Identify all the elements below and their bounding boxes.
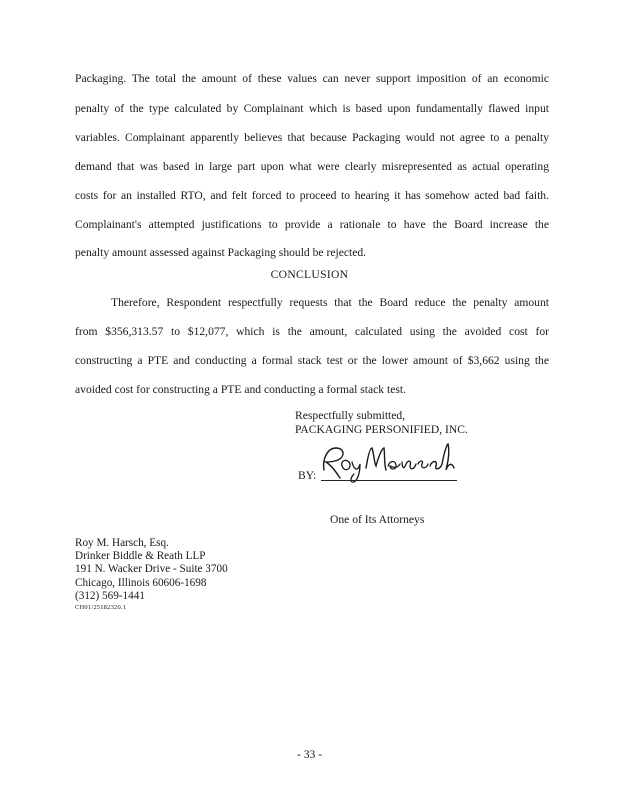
signature-line	[321, 480, 457, 481]
text-line: from $356,313.57 to $12,077, which is the amount, calculated using the avoided cost for	[75, 325, 549, 338]
text-line: variables. Complainant apparently believes that because Packaging would not agree to a penalty	[75, 131, 549, 144]
document-id: CH01/25182320.1	[75, 604, 127, 612]
text-line: costs for an installed RTO, and felt forced to proceed to hearing it has somehow acted bad faith.	[75, 189, 549, 202]
text-line: demand that was based in large part upon what were clearly misrepresented as actual operating	[75, 160, 549, 173]
by-label: BY:	[298, 469, 317, 482]
closing-text: Respectfully submitted,	[295, 409, 406, 422]
text-line: Therefore, Respondent respectfully requests that the Board reduce the penalty amount	[111, 296, 549, 309]
text-line: Packaging. The total the amount of these values can never support imposition of an economic	[75, 72, 549, 85]
text-line: avoided cost for constructing a PTE and conducting a formal stack test.	[75, 383, 406, 396]
text-line: Complainant's attempted justifications to provide a rationale to have the Board increase the	[75, 218, 549, 231]
handwritten-signature	[318, 440, 458, 484]
company-name: PACKAGING PERSONIFIED, INC.	[295, 423, 468, 436]
conclusion-heading: CONCLUSION	[270, 268, 349, 281]
phone-number: (312) 569-1441	[75, 589, 145, 602]
attorney-name: Roy M. Harsch, Esq.	[75, 537, 169, 549]
page-number: - 33 -	[296, 748, 323, 761]
attorney-contact	[75, 537, 228, 612]
text-line: penalty amount assessed against Packaging should be rejected.	[75, 246, 367, 259]
text-line: penalty of the type calculated by Complainant which is based upon fundamentally flawed input	[75, 102, 549, 115]
text-line: constructing a PTE and conducting a formal stack test or the lower amount of $3,662 using the	[75, 354, 549, 367]
address-city: Chicago, Illinois 60606-1698	[75, 576, 207, 589]
law-firm: Drinker Biddle & Reath LLP	[75, 550, 206, 563]
address-street: 191 N. Wacker Drive - Suite 3700	[75, 563, 228, 576]
attorney-role: One of Its Attorneys	[330, 513, 425, 526]
